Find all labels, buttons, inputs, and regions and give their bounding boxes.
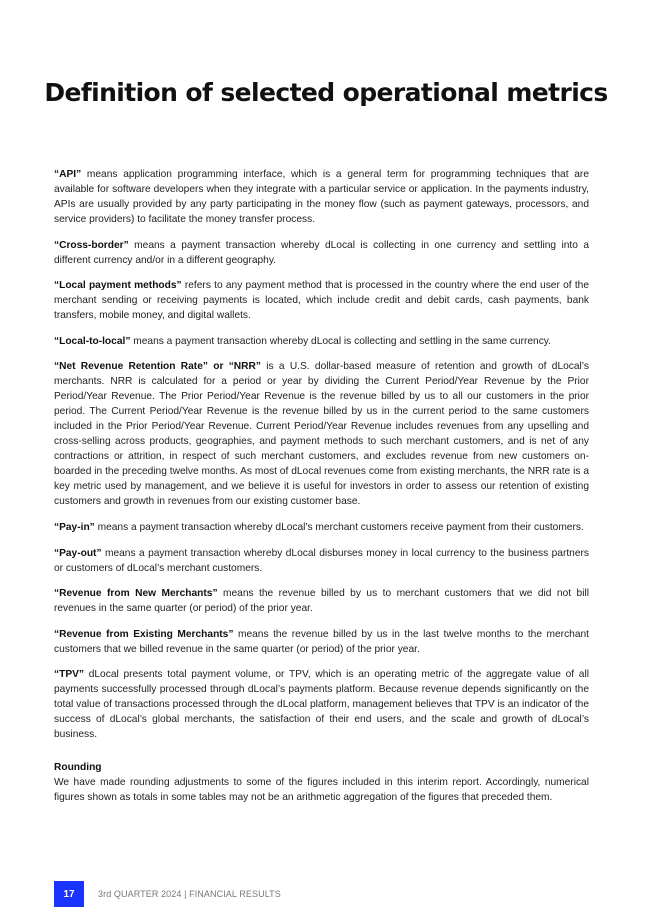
definition-text: is a U.S. dollar-based measure of retention and growth of dLocal’s merchants. NRR is calculated for a period or year by dividing the Current Period/Year Revenue by the Prior Period/Year Revenue. The Prior Period/Year Revenue is the revenue billed by us to all our customers in the prior period. The Current Period/Year Revenue is the revenue billed by us in the current period to the same customers included in the Prior Period/Year Revenue. Current Period/Year Revenue includes revenues from any upselling and cross-selling across products, geographies, and payment methods to such merchant customers, and is net of any contractions or attrition, in respect of such merchant customers, and excludes revenue from new customers on-boarded in the preceding twelve months. As most of dLocal revenues come from existing merchants, the NRR rate is a key metric used by management, and we believe it is useful for investors in order to assess our retention of existing customers and growth in revenues from our existing customer base.	[54, 361, 589, 508]
definition-text: means a payment transaction whereby dLocal’s merchant customers receive payment from their customers.	[94, 521, 584, 533]
term-label: “Pay-out”	[54, 547, 102, 559]
term-label: “Local payment methods”	[54, 280, 182, 292]
definitions-body	[54, 167, 589, 805]
page-title: Definition of selected operational metrics	[44, 78, 608, 107]
definition-revenue-existing-merchants	[54, 627, 589, 657]
term-label: “TPV”	[54, 669, 85, 681]
term-label: “Cross-border”	[54, 239, 129, 251]
rounding-heading: Rounding	[54, 762, 102, 774]
term-label: “API”	[54, 169, 82, 180]
definition-text: means the revenue billed by us to merchant customers that we did not bill revenues in the same quarter (or period) of the prior year.	[54, 588, 589, 615]
definition-pay-in	[54, 520, 589, 535]
rounding-text: We have made rounding adjustments to some of the figures included in this interim report. Accordingly, numerical figures shown as totals in some tables may not be an arithmetic aggregation of the figures that preceded them.	[54, 777, 589, 804]
term-label: “Revenue from New Merchants”	[54, 588, 218, 600]
definition-pay-out	[54, 546, 589, 576]
definition-revenue-new-merchants	[54, 586, 589, 616]
definition-text: means the revenue billed by us in the last twelve months to the merchant customers that we billed revenue in the same quarter (or period) of the prior year.	[54, 628, 589, 655]
term-label: “Local-to-local”	[54, 335, 131, 347]
footer-label: 3rd QUARTER 2024 | FINANCIAL RESULTS	[98, 889, 281, 899]
term-label: “Revenue from Existing Merchants”	[54, 628, 234, 640]
page-number-badge: 17	[54, 881, 84, 907]
page-footer	[54, 881, 281, 907]
definition-text: means a payment transaction whereby dLocal is collecting in one currency and settling into a different currency and/or in a different geography.	[54, 239, 589, 266]
definition-text: means application programming interface, which is a general term for programming techniques that are available for software developers when they integrate with a particular service or application. In the payments industry, APIs are usually provided by any party participating in the money flow (such as payment gateways, processors, and service providers) to facilitate the money transfer process.	[54, 169, 589, 225]
term-label: “Pay-in”	[54, 521, 95, 533]
definition-tpv	[54, 667, 589, 742]
definition-nrr	[54, 359, 589, 509]
definition-text: dLocal presents total payment volume, or TPV, which is an operating metric of the aggregate value of all payments successfully processed through dLocal’s payments platform. Because revenue depends significantly on the total value of transactions processed through the dLocal platform, management believes that TPV is an indicator of the success of dLocal’s global merchants, the satisfaction of their end users, and the scale and growth of dLocal’s business.	[54, 669, 589, 741]
definition-text: refers to any payment method that is processed in the country where the end user of the merchant sending or receiving payments is located, which include credit and debit cards, cash payments, bank transfers, mobile money, and digital wallets.	[54, 280, 589, 322]
definition-local-payment-methods	[54, 278, 589, 323]
definition-text: means a payment transaction whereby dLocal disburses money in local currency to the business partners or customers of dLocal’s merchant customers.	[54, 547, 589, 574]
definition-text: means a payment transaction whereby dLocal is collecting and settling in the same currency.	[130, 335, 551, 347]
definition-api	[54, 167, 589, 227]
term-label: “Net Revenue Retention Rate” or “NRR”	[54, 361, 261, 373]
definition-local-to-local	[54, 334, 589, 349]
definition-cross-border	[54, 238, 589, 268]
